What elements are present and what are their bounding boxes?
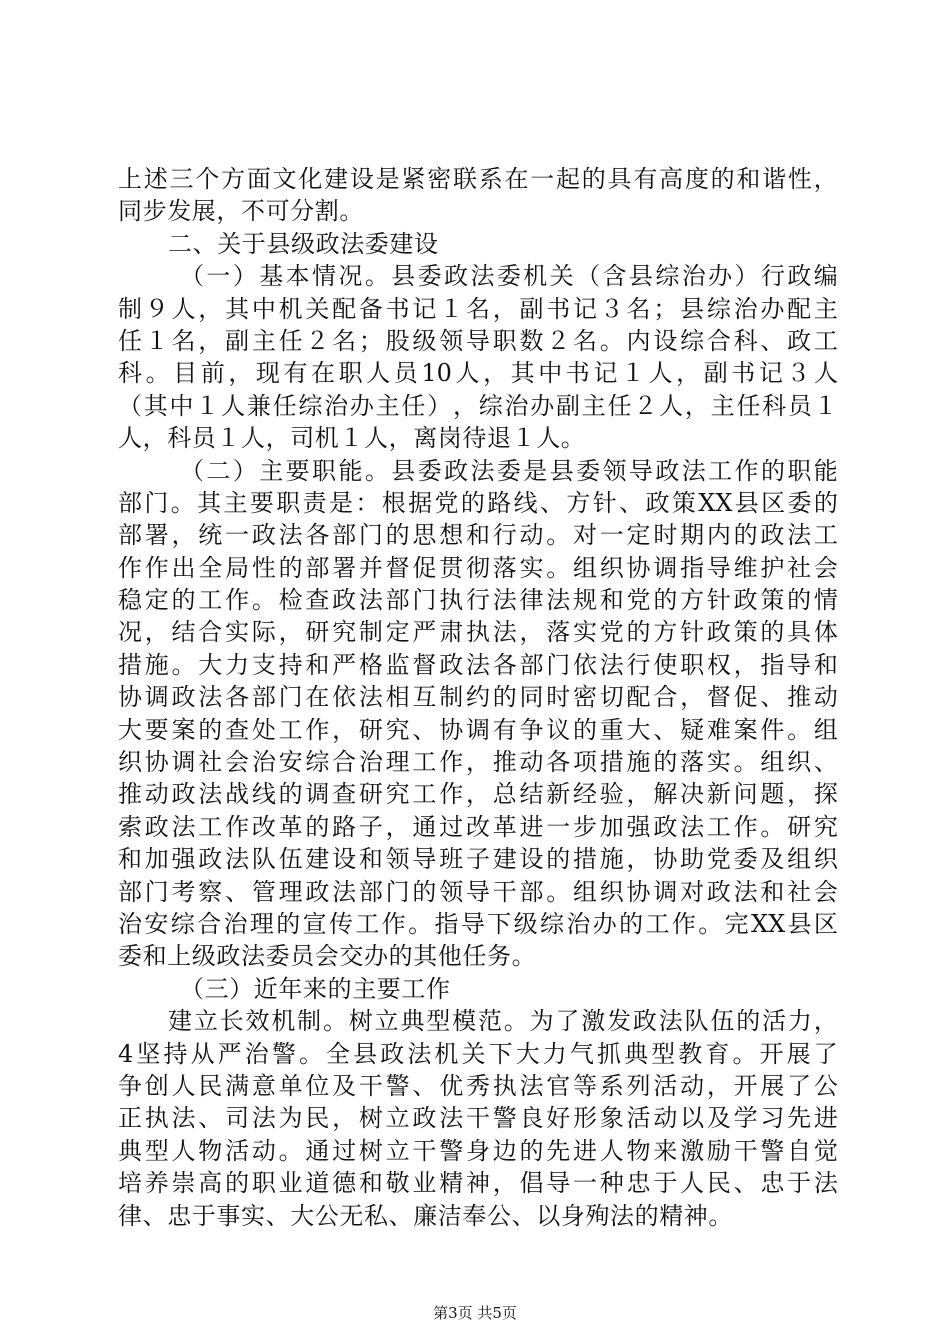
text-line: 大 要 案 的 查 处 工 作 ， 研 究 、 协 调 有 争 议 的 重 大 、 疑 难 案 件 。 组 <box>118 715 838 744</box>
text-line: 建 立 长 效 机 制 。 树 立 典 型 模 范 。 为 了 激 发 政 法 队 伍 的 活 力 ， <box>168 1007 838 1036</box>
text-line: 任 １ 名 ， 副 主 任 ２ 名 ； 股 级 领 导 职 数 ２ 名 。 内 设 综 合 科 、 政 工 <box>118 326 838 355</box>
text-line: 织 协 调 社 会 治 安 综 合 治 理 工 作 ， 推 动 各 项 措 施 的 落 实 。 组 织 、 <box>118 748 838 777</box>
text-line: 律、忠于事实、大公无私、廉洁奉公、以身殉法的精神。 <box>118 1201 733 1230</box>
text-line: 争 创 人 民 满 意 单 位 及 干 警 、 优 秀 执 法 官 等 系 列 活 动 ， 开 展 了 公 <box>118 1071 838 1100</box>
text-line: 况 ， 结 合 实 际 ， 研 究 制 定 严 肃 执 法 ， 落 实 党 的 方 针 政 策 的 具 体 <box>118 618 838 647</box>
page-number-footer: 第3页 共5页 <box>433 1304 517 1322</box>
text-line: 稳 定 的 工 作 。 检 查 政 法 部 门 执 行 法 律 法 规 和 党 的 方 针 政 策 的 情 <box>118 586 838 615</box>
text-line: 科 。 目 前 ， 现 有 在 职 人 员 10 人 ， 其 中 书 记 １ 人 ， 副 书 记 ３ 人 <box>118 359 838 388</box>
text-line: 上 述 三 个 方 面 文 化 建 设 是 紧 密 联 系 在 一 起 的 具 有 高 度 的 和 谐 性 ， <box>118 165 838 193</box>
text-line: 部 门 。 其 主 要 职 责 是 ： 根 据 党 的 路 线 、 方 针 、 政 策 XX 县 区 委 的 <box>118 488 838 517</box>
text-line: 协 调 政 法 各 部 门 在 依 法 相 互 制 约 的 同 时 密 切 配 合 ， 督 促 、 推 动 <box>118 683 838 712</box>
text-line: 正 执 法 、 司 法 为 民 ， 树 立 政 法 干 警 良 好 形 象 活 动 以 及 学 习 先 进 <box>118 1104 838 1133</box>
text-line: 推 动 政 法 战 线 的 调 查 研 究 工 作 ， 总 结 新 经 验 ， 解 决 新 问 题 ， 探 <box>118 780 838 809</box>
text-line: 典 型 人 物 活 动 。 通 过 树 立 干 警 身 边 的 先 进 人 物 来 激 励 干 警 自 觉 <box>118 1136 838 1165</box>
text-line: 同步发展，不可分割。 <box>118 197 364 226</box>
text-line: 措 施 。 大 力 支 持 和 严 格 监 督 政 法 各 部 门 依 法 行 使 职 权 ， 指 导 和 <box>118 650 838 679</box>
text-line: 培 养 崇 高 的 职 业 道 德 和 敬 业 精 神 ， 倡 导 一 种 忠 于 人 民 、 忠 于 法 <box>118 1169 838 1198</box>
text-line: 委和上级政法委员会交办的其他任务。 <box>118 942 537 971</box>
text-line: 作 作 出 全 局 性 的 部 署 并 督 促 贯 彻 落 实 。 组 织 协 调 指 导 维 护 社 会 <box>118 553 838 582</box>
section-heading: 二、关于县级政法委建设 <box>168 229 439 258</box>
text-line: 部 门 考 察 、 管 理 政 法 部 门 的 领 导 干 部 。 组 织 协 调 对 政 法 和 社 会 <box>118 877 838 906</box>
section-heading: （三）近年来的主要工作 <box>180 974 451 1003</box>
text-line: 和 加 强 政 法 队 伍 建 设 和 领 导 班 子 建 设 的 措 施 ， 协 助 党 委 及 组 织 <box>118 845 838 874</box>
text-line: （ 一 ） 基 本 情 况 。 县 委 政 法 委 机 关 （ 含 县 综 治 办 ） 行 政 编 <box>180 262 838 291</box>
document-body <box>118 163 838 1232</box>
text-line: （ 其 中 １ 人 兼 任 综 治 办 主 任 ） ， 综 治 办 副 主 任 ２ 人 ， 主 任 科 员 １ <box>118 391 838 420</box>
text-line: 治 安 综 合 治 理 的 宣 传 工 作 。 指 导 下 级 综 治 办 的 工 作 。 完 XX 县 区 <box>118 909 838 938</box>
text-line: 4 坚 持 从 严 治 警 。 全 县 政 法 机 关 下 大 力 气 抓 典 型 教 育 。 开 展 了 <box>118 1039 838 1068</box>
text-line: 人，科员１人，司机１人，离岗待退１人。 <box>118 424 586 453</box>
text-line: （ 二 ） 主 要 职 能 。 县 委 政 法 委 是 县 委 领 导 政 法 工 作 的 职 能 <box>180 456 838 485</box>
text-line: 部 署 ， 统 一 政 法 各 部 门 的 思 想 和 行 动 。 对 一 定 时 期 内 的 政 法 工 <box>118 521 838 550</box>
text-line: 制 ９ 人 ， 其 中 机 关 配 备 书 记 １ 名 ， 副 书 记 ３ 名 ； 县 综 治 办 配 主 <box>118 294 838 323</box>
text-line: 索 政 法 工 作 改 革 的 路 子 ， 通 过 改 革 进 一 步 加 强 政 法 工 作 。 研 究 <box>118 812 838 841</box>
